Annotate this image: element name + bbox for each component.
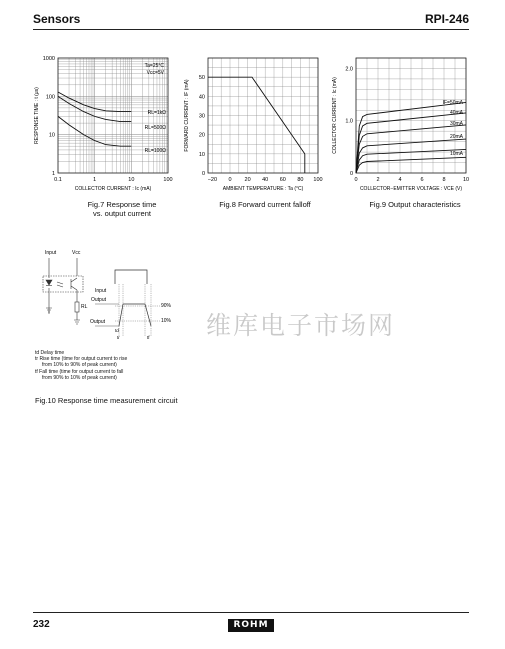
series-label: 30mA [449, 121, 463, 127]
waveform-input-label: Input [95, 288, 107, 294]
y-tick-label: 0 [349, 171, 353, 177]
fig10-caption: Fig.10 Response time measurement circuit [35, 396, 178, 405]
x-tick-label: 6 [420, 177, 424, 183]
x-tick-label: 20 [244, 177, 251, 183]
fig8-forward-current-chart [180, 52, 330, 194]
y-tick-label: 2.0 [345, 66, 353, 73]
y-tick-label: 1000 [42, 56, 55, 62]
legend-line: from 10% to 90% of peak current) [42, 362, 117, 369]
legend-line: from 90% to 10% of peak current) [42, 374, 117, 381]
y-tick-label: 20 [198, 132, 205, 139]
fig7-title: Fig.7 Response time [87, 200, 157, 209]
tf-marker: tf [147, 335, 150, 340]
fig9-caption: Fig.9 Output characteristics [369, 200, 461, 209]
waveform-output-label: Output [91, 297, 107, 303]
fig10-legend [35, 350, 127, 381]
circuit-rl-label: RL [81, 304, 88, 310]
x-tick-label: 60 [279, 177, 286, 183]
x-tick-label: −20 [207, 177, 218, 183]
rohm-logo: ROHM [228, 619, 274, 632]
y-axis-label: COLLECTOR CURRENT : Ic (mA) [332, 77, 338, 154]
header-rule [33, 29, 469, 30]
level-90-label: 90% [161, 303, 172, 309]
tr-marker: tr [117, 335, 120, 340]
circuit-vcc-label: Vcc [72, 250, 81, 256]
footer-rule [33, 612, 469, 613]
legend-line: tr Rise time (time for output current to rise [35, 356, 128, 363]
series-label: 10mA [449, 151, 463, 157]
td-marker: td [115, 328, 119, 333]
x-tick-label: 0 [354, 177, 358, 183]
y-tick-label: 1 [51, 171, 55, 177]
y-tick-label: 40 [198, 94, 205, 101]
x-tick-label: 10 [462, 177, 470, 183]
legend-line: tf Fall time (time for output current to fall [35, 368, 124, 375]
x-tick-label: 0 [228, 177, 232, 183]
x-tick-label: 2 [376, 177, 380, 183]
section-title: Sensors [33, 12, 81, 26]
input-waveform [115, 270, 147, 284]
phototransistor-symbol [57, 278, 77, 290]
series-label: IF=50mA [442, 100, 463, 106]
x-axis-label: AMBIENT TEMPERATURE : Ta (°C) [222, 186, 304, 192]
waveform-output2-label: Output [90, 319, 106, 325]
x-tick-label: 100 [163, 177, 173, 183]
fig8-caption: Fig.8 Forward current falloff [219, 200, 311, 209]
y-axis-label: RESPONSE TIME : t (μs) [34, 87, 40, 144]
y-tick-label: 10 [48, 132, 55, 139]
legend-line: td Delay time [35, 350, 65, 356]
fig7-subtitle: vs. output current [93, 209, 151, 218]
x-tick-label: 4 [398, 177, 402, 183]
fig7-response-time-chart [30, 52, 180, 194]
x-tick-label: 0.1 [54, 177, 62, 183]
x-tick-label: 40 [262, 177, 269, 183]
y-tick-label: 30 [198, 113, 205, 120]
circuit-wiring [43, 258, 83, 324]
y-tick-label: 50 [198, 75, 205, 82]
series-label: 20mA [449, 134, 463, 140]
y-tick-label: 10 [198, 151, 205, 158]
series-label: RL=1kΩ [147, 110, 166, 116]
x-tick-label: 10 [128, 177, 135, 183]
y-tick-label: 1.0 [345, 118, 353, 125]
x-tick-label: 1 [93, 177, 97, 183]
fig10-circuit-diagram [35, 244, 185, 346]
x-tick-label: 8 [442, 177, 446, 183]
page-number: 232 [33, 619, 50, 630]
y-axis-label: FORWARD CURRENT : IF (mA) [184, 79, 190, 152]
x-axis-label: COLLECTOR−EMITTER VOLTAGE : VCE (V) [359, 186, 463, 192]
circuit-input-label: Input [45, 250, 57, 256]
x-tick-label: 80 [297, 177, 304, 183]
series-label: RL=500Ω [144, 125, 166, 131]
series-label: RL=100Ω [144, 148, 166, 154]
fig7-caption [62, 200, 182, 218]
x-axis-label: COLLECTOR CURRENT : Ic (mA) [74, 186, 152, 192]
condition-label: Vcc=5V [146, 70, 164, 76]
led-symbol [46, 280, 52, 286]
condition-label: Ta=25°C [144, 63, 164, 69]
level-10-label: 10% [161, 318, 172, 324]
part-number: RPI-246 [424, 12, 469, 26]
x-tick-label: 100 [313, 177, 323, 183]
watermark: 维库电子市场网 [206, 311, 396, 340]
y-tick-label: 100 [45, 94, 55, 101]
y-tick-label: 0 [201, 171, 205, 177]
fig9-output-characteristics-chart [328, 52, 478, 194]
series-label: 40mA [449, 110, 463, 116]
